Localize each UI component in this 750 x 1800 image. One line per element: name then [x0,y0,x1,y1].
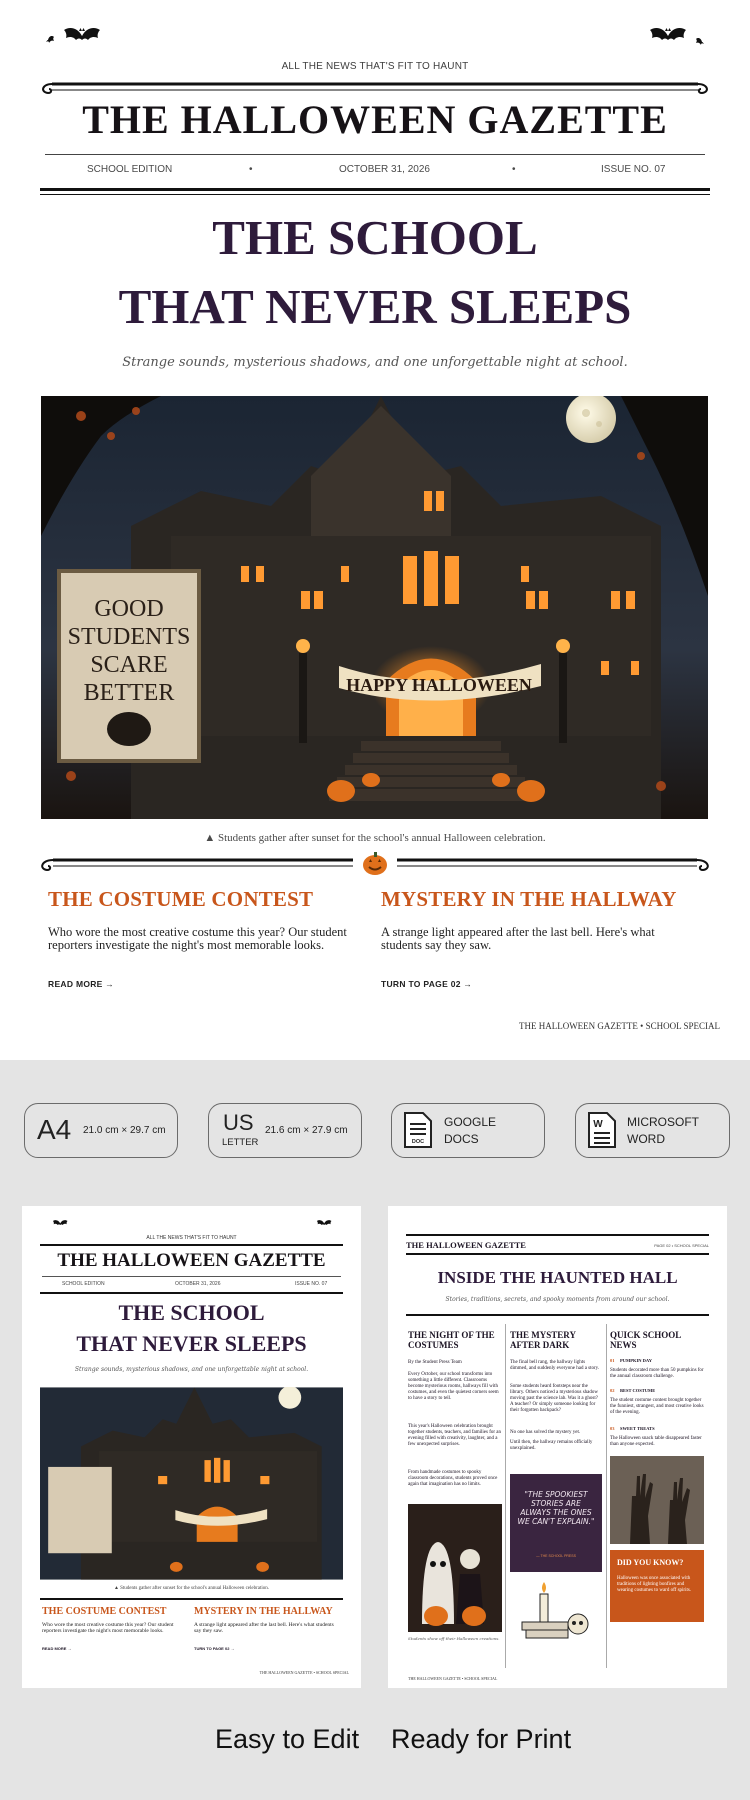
divider [40,1292,343,1294]
headline-line-1: THE SCHOOL [118,1300,265,1325]
column-2-title: THE MYSTERY AFTER DARK [510,1330,576,1350]
headline-dek: Strange sounds, mysterious shadows, and one unforgettable night at school. [74,1366,309,1373]
meta-separator: • [249,164,253,175]
news-item-title: BEST COSTUME [620,1388,656,1393]
story-body: A strange light appeared after the last bell. Here's what students say they saw. [194,1622,334,1634]
sign-text-line: GOOD [94,596,164,622]
format-microsoft-word[interactable] [575,1103,730,1158]
did-you-know-box [610,1550,704,1622]
format-a4[interactable] [24,1103,178,1158]
photo-caption: ▲ Students gather after sunset for the school's annual Halloween celebration. [204,832,546,844]
column-2-paragraph: Until then, the hallway remains officially unexplained. [510,1440,593,1451]
column-1-paragraph: Every October, our school transforms into something a little different. Classrooms become mysterious rooms, hallways fill with costumes, and even the quietest corners seem to have a story to tell. [408,1372,499,1401]
photo-caption: Students show off their Halloween creations. [408,1636,500,1641]
haunted-school-thumbnail [40,1387,343,1580]
word-document-icon [587,1111,617,1149]
issue-number: ISSUE NO. 07 [295,1281,328,1287]
divider [40,1598,343,1600]
page-1-thumbnail[interactable] [22,1206,361,1688]
format-word-line2: WORD [627,1132,665,1146]
column-1-paragraph: This year's Halloween celebration brought together students, teachers, and families for an evening filled with creativity, laughter, and a few unexpected surprises. [408,1424,502,1447]
divider [40,194,710,195]
sign-text-line: STUDENTS [67,624,191,650]
word-icon-label: W [593,1119,603,1130]
costume-photo [408,1504,502,1632]
page-turn-link: TURN TO PAGE 02 → [194,1646,235,1651]
divider [406,1234,709,1236]
pumpkin-icon [362,850,388,876]
story-title: MYSTERY IN THE HALLWAY [194,1606,333,1617]
column-1-byline: By the Student Press Team [408,1360,462,1365]
shadow-hands-photo [610,1456,704,1544]
masthead-title: THE HALLOWEEN GAZETTE [57,1250,326,1271]
did-you-know-body: Halloween was once associated with traditions of lighting bonfires and wearing costumes to ward off spirits. [617,1576,692,1593]
photo-caption: ▲ Students gather after sunset for the school's annual Halloween celebration. [113,1586,270,1591]
story-body: Who wore the most creative costume this year? Our student reporters investigate the night's most memorable looks. [48,925,347,952]
tagline: ALL THE NEWS THAT'S FIT TO HAUNT [281,61,469,72]
news-item-body: The Halloween snack table disappeared faster than anyone expected. [610,1436,702,1447]
footer-note: THE HALLOWEEN GAZETTE • SCHOOL SPECIAL [408,1676,498,1681]
column-3-title: QUICK SCHOOL NEWS [610,1330,681,1350]
bat-icon [312,1216,342,1230]
footer-note: THE HALLOWEEN GAZETTE • SCHOOL SPECIAL [518,1021,720,1031]
column-divider [606,1324,607,1668]
tagline: ALL THE NEWS THAT'S FIT TO HAUNT [146,1235,237,1241]
story-body: A strange light appeared after the last bell. Here's what students say they saw. [381,925,655,952]
story-title: THE COSTUME CONTEST [48,887,314,911]
meta-separator: • [512,164,516,175]
pull-quote-box [510,1474,602,1572]
running-masthead: THE HALLOWEEN GAZETTE [406,1240,526,1250]
sign-text-line: BETTER [83,680,175,706]
page-2-thumbnail[interactable] [388,1206,727,1688]
inside-title: INSIDE THE HAUNTED HALL [437,1268,678,1287]
headline-line-1: THE SCHOOL [212,210,538,265]
news-item-number: 03 [610,1426,615,1431]
issue-date: OCTOBER 31, 2026 [339,164,430,175]
divider [406,1253,709,1255]
news-item-number: 02 [610,1388,615,1393]
bat-icon [42,20,116,50]
edition-label: SCHOOL EDITION [62,1281,105,1287]
format-us-label: US [223,1110,254,1135]
hero-photo [41,396,708,819]
did-you-know-title: DID YOU KNOW? [617,1558,684,1567]
format-word-line1: MICROSOFT [627,1115,699,1129]
column-2-paragraph: Some students heard footsteps near the library. Others noticed a mysterious shadow moving past the science lab. Was it a ghost? A teacher? Or simply someone looking for their forgotten backpack? [510,1384,598,1413]
divider [45,154,705,155]
column-2-paragraph: No one has solved the mystery yet. [510,1430,581,1435]
page-meta: PAGE 02 • SCHOOL SPECIAL [654,1243,709,1248]
easy-to-edit-label: Easy to Edit [215,1724,360,1754]
bat-icon [638,20,712,50]
story-title: THE COSTUME CONTEST [42,1606,167,1617]
column-divider [505,1324,506,1668]
news-item-body: Students decorated more than 50 pumpkins for the annual classroom challenge. [610,1368,704,1379]
page-turn-link[interactable]: TURN TO PAGE 02 → [381,979,473,989]
news-item-title: PUMPKIN DAY [620,1358,652,1363]
sign-text-line: SCARE [90,652,168,678]
masthead-title: THE HALLOWEEN GAZETTE [82,97,668,142]
banner-text: HAPPY HALLOWEEN [346,675,532,695]
candle-skull-illustration [514,1578,598,1642]
divider [406,1314,709,1316]
format-google-line1: GOOGLE [444,1115,497,1129]
bat-icon [44,1216,74,1230]
inside-dek: Stories, traditions, secrets, and spooky moments from around our school. [445,1296,670,1303]
doc-icon-label: DOC [411,1139,425,1145]
format-us-letter[interactable] [208,1103,362,1158]
column-1-paragraph: From handmade costumes to spooky classroom decorations, students proved once again that imagination has no limits. [408,1470,498,1487]
read-more-link[interactable]: READ MORE → [48,979,115,989]
divider [40,1244,343,1246]
news-item-body: The student costume contest brought together the funniest, strangest, and most creative looks of the evening. [610,1398,704,1415]
document-icon [403,1111,433,1149]
haunted-school-illustration [41,396,708,819]
edition-label: SCHOOL EDITION [87,164,173,175]
pull-quote: "THE SPOOKIEST STORIES ARE ALWAYS THE ONES WE CAN'T EXPLAIN." [517,1490,595,1526]
story-body: Who wore the most creative costume this year? Our student reporters investigate the night's most memorable looks. [42,1622,174,1634]
ready-for-print-label: Ready for Print [391,1724,572,1754]
pull-quote-credit: — THE SCHOOL PRESS [536,1554,576,1558]
issue-date: OCTOBER 31, 2026 [175,1281,221,1287]
format-google-docs[interactable] [391,1103,545,1158]
footer-note: THE HALLOWEEN GAZETTE • SCHOOL SPECIAL [259,1670,349,1675]
story-title: MYSTERY IN THE HALLWAY [381,887,677,911]
headline-dek: Strange sounds, mysterious shadows, and one unforgettable night at school. [122,355,628,370]
format-google-line2: DOCS [444,1132,479,1146]
headline-line-2: THAT NEVER SLEEPS [76,1331,307,1356]
format-a4-size: 21.0 cm × 29.7 cm [83,1125,166,1136]
news-item-title: SWEET TREATS [620,1426,655,1431]
news-item-number: 01 [610,1358,615,1363]
format-us-size: 21.6 cm × 27.9 cm [265,1125,348,1136]
headline-line-2: THAT NEVER SLEEPS [118,279,632,334]
read-more-link: READ MORE → [42,1646,72,1651]
divider [42,1276,341,1277]
format-us-sub: LETTER [222,1137,259,1148]
issue-number: ISSUE NO. 07 [601,164,666,175]
divider [40,188,710,191]
format-a4-label: A4 [37,1114,72,1145]
column-2-paragraph: The final bell rang, the hallway lights dimmed, and suddenly everyone had a story. [510,1360,600,1371]
column-1-title: THE NIGHT OF THE COSTUMES [408,1330,495,1350]
